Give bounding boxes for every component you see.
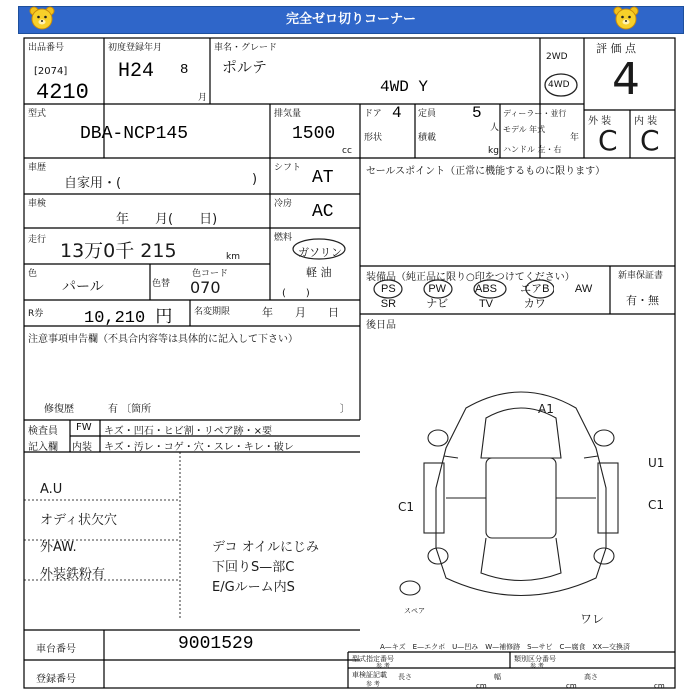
repair-label: 修復歴: [44, 404, 74, 415]
repair-value: 有 〔箇所: [108, 404, 152, 415]
handnote-line: 外装鉄粉有: [40, 567, 106, 582]
exterior-label: 外 装: [588, 116, 612, 127]
cc-label: 排気量: [274, 109, 302, 119]
equipment-item: エアB: [520, 283, 550, 295]
dim-label: 車検証記載: [352, 671, 387, 679]
name-label: 車名・グレード: [214, 43, 278, 53]
handnote-line: デコ オイルにじみ: [212, 540, 319, 555]
history-label: 車歴: [28, 163, 47, 173]
sales-point-label: セールスポイント（正常に機能するものに限ります）: [366, 166, 606, 177]
fuel-label: 燃料: [274, 233, 293, 243]
width-label: 幅: [494, 673, 501, 681]
inspector-label: 検査員: [28, 426, 58, 437]
score: 4: [612, 54, 640, 105]
equipment-item: PW: [428, 283, 447, 295]
cm-unit-1: cm: [476, 682, 487, 690]
model-year-label: モデル 年式: [503, 125, 546, 134]
fuel-gas: ガソリン: [298, 246, 342, 259]
color-code: 070: [190, 278, 221, 297]
mark-spare: スペア: [404, 607, 425, 615]
ac-label: 冷房: [274, 199, 293, 209]
equipment-item: PS: [381, 283, 396, 295]
chassis: 9001529: [178, 634, 254, 654]
year-unit: 年: [570, 133, 580, 143]
banner-title: 完全ゼロ切りコーナー: [285, 12, 416, 27]
ac: AC: [312, 202, 334, 222]
reg-month-unit: 月: [198, 93, 208, 103]
kg-unit: kg: [488, 146, 499, 156]
chassis-label: 車台番号: [36, 644, 76, 655]
reg-label: 初度登録年月: [108, 43, 163, 53]
cc: 1500: [292, 124, 336, 144]
handnote-line: オディ状欠穴: [40, 513, 117, 528]
lot-label: 出品番号: [28, 43, 65, 53]
color-change-label: 色替: [152, 279, 171, 289]
equipment-circles: [364, 276, 554, 300]
drive-2wd: 2WD: [546, 52, 568, 62]
mark-right2: C1: [648, 498, 665, 512]
handnotes-right: [212, 536, 319, 596]
model-label: 型式: [28, 109, 47, 119]
shift-label: シフト: [274, 163, 302, 173]
drive-4wd-circle: [541, 70, 581, 100]
grade-label: 評 価 点: [596, 42, 636, 55]
recycle: 10,210 円: [84, 309, 173, 328]
reg-month: 8: [180, 62, 189, 78]
rear-label: 後日品: [366, 320, 396, 331]
doors: 4: [392, 104, 402, 122]
handnote-line: 外AW.: [40, 540, 77, 555]
mark-left: C1: [398, 500, 415, 514]
handnote-line: 下回りS—部C: [212, 560, 295, 575]
handnote-line: E/Gルーム内S: [212, 580, 295, 595]
handnotes-left: [40, 482, 117, 590]
interior-label: 内 装: [634, 116, 658, 127]
mileage-label: 走行: [28, 235, 47, 245]
history-value: 自家用・(: [64, 176, 122, 191]
history-close: ): [252, 172, 258, 187]
class-label: 類別区分番号: [514, 655, 556, 663]
warranty-value: 有・無: [626, 294, 659, 307]
reg-era: H24: [118, 60, 155, 83]
notes-label: 注意事項申告欄（不具合内容等は具体的に記入して下さい）: [28, 334, 298, 345]
lot-number: 4210: [36, 80, 89, 105]
interior-grade: C: [640, 124, 660, 157]
inspect-value: 年 月( 日): [116, 212, 218, 227]
mark-right1: U1: [648, 456, 665, 470]
drive-4wd: 4WD: [548, 80, 570, 90]
handle-label: ハンドル 左・右: [503, 145, 562, 154]
inspect-label: 車検: [28, 199, 47, 209]
equipment-item: [559, 297, 608, 312]
door-label: ドア: [364, 109, 382, 119]
load-label: 積載: [418, 133, 437, 143]
type-cert-sub: 参 考: [376, 663, 390, 670]
int-items: キズ・汚レ・コゲ・穴・スレ・キレ・破レ: [104, 442, 294, 453]
type-cert-label: 型式指定番号: [352, 655, 394, 663]
int-label: 内装: [72, 442, 92, 453]
class-sub: 参 考: [530, 663, 544, 670]
name-change-value: 年 月 日: [262, 306, 339, 319]
handnote-line: A.U: [40, 482, 63, 497]
equipment-item: カワ: [523, 298, 546, 310]
dim-sub: 参 考: [366, 681, 380, 688]
cm-unit-2: cm: [566, 682, 577, 690]
equipment-item: ナビ: [426, 298, 449, 310]
seats: 5: [472, 104, 482, 122]
equipment-label: 装備品（純正品に限り○印をつけてください）: [366, 272, 575, 283]
damage-legend: A—キズ E—エクボ U—凹み W—補修跡 S—サビ C—腐食 XX—交換済: [380, 643, 631, 651]
dealer-label: ディーラー・並行: [503, 109, 567, 118]
fuel-diesel: 軽 油: [306, 266, 332, 279]
equipment-item: TV: [478, 298, 494, 310]
equipment-item: SR: [380, 298, 397, 310]
exterior-grade: C: [598, 124, 618, 157]
seat-label: 定員: [418, 109, 437, 119]
shift: AT: [312, 168, 334, 188]
color-label: 色: [28, 269, 38, 279]
color-code-label: 色コード: [192, 269, 229, 279]
name-change-label: 名変期限: [194, 307, 231, 317]
km-unit: km: [226, 252, 240, 262]
fuel-paren: ( ): [282, 288, 310, 299]
grade: 4WD Y: [380, 78, 429, 96]
lot-sub: [2074]: [34, 66, 68, 77]
fw-items: キズ・凹石・ヒビ割・リペア跡・×要: [104, 426, 272, 437]
seat-unit: 人: [490, 123, 500, 133]
car-diagram: [396, 378, 646, 628]
color: パール: [62, 279, 104, 295]
repair-close: 〕: [340, 404, 350, 415]
height-label: 高さ: [584, 673, 598, 681]
fuel-gas-circle: [290, 236, 348, 262]
mark-bottom-right: ワレ: [580, 612, 605, 626]
model: DBA-NCP145: [80, 124, 189, 144]
inspector-label-2: 記入欄: [28, 442, 58, 453]
equipment-item: AW: [574, 283, 593, 295]
mark-top: A1: [538, 402, 554, 416]
mileage: 13万0千 215: [60, 240, 177, 262]
cc-unit: cc: [342, 146, 352, 156]
length-label: 長さ: [398, 673, 412, 681]
fw-label: FW: [76, 422, 92, 433]
cm-unit-3: cm: [654, 682, 665, 690]
car-name: ポルテ: [222, 58, 268, 76]
reg-num-label: 登録番号: [36, 674, 76, 685]
recycle-label: R券: [28, 309, 44, 319]
shape-label: 形状: [364, 133, 383, 143]
equipment-item: ABS: [474, 283, 497, 295]
warranty-label: 新車保証書: [618, 271, 664, 281]
